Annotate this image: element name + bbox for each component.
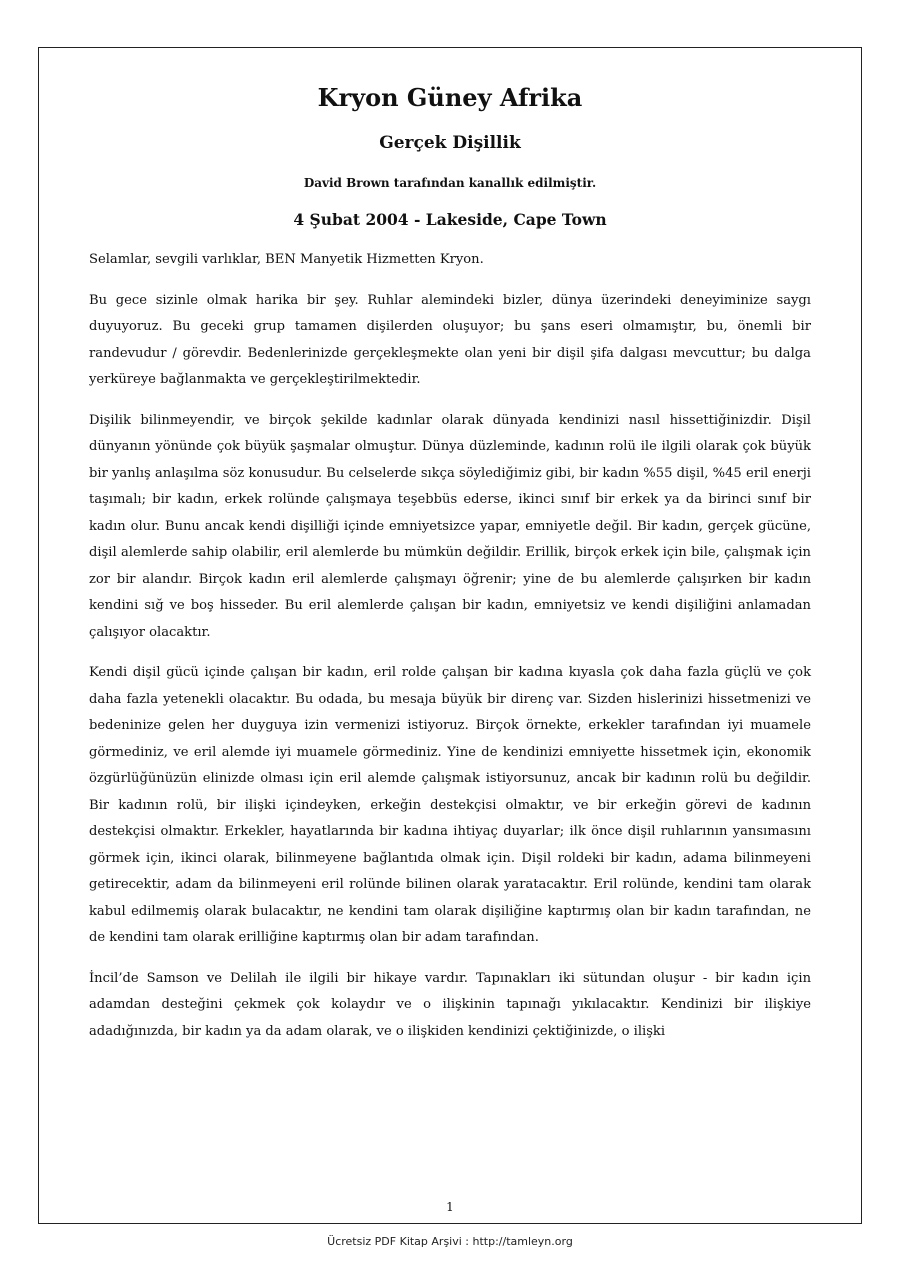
document-subtitle: Gerçek Dişillik	[379, 133, 521, 153]
document-body	[89, 80, 811, 1045]
date-location: 4 Şubat 2004 - Lakeside, Cape Town	[293, 210, 607, 229]
paragraph: Bu gece sizinle olmak harika bir şey. Ruhlar alemindeki bizler, dünya üzerindeki deneyiminize saygı duyuyoruz. Bu geceki grup tamamen dişilerden oluşuyor; bu şans eseri olmamıştır, bu, önemli bir randevudur / görevdir. Bedenlerinizde gerçekleşmekte olan yeni bir dişil şifa dalgası mevcuttur; bu dalga yerküreye bağlanmakta ve gerçekleştirilmektedir.	[89, 292, 811, 387]
footer-source-line: Ücretsiz PDF Kitap Arşivi : http://tamleyn.org	[327, 1235, 573, 1248]
channel-credit: David Brown tarafından kanallık edilmiştir.	[303, 176, 597, 190]
document-title: Kryon Güney Afrika	[317, 83, 583, 112]
paragraph: İncil’de Samson ve Delilah ile ilgili bir hikaye vardır. Tapınakları iki sütundan oluşur - bir kadın için adamdan desteğini çekmek çok kolaydır ve o ilişkinin tapınağı yıkılacaktır. Kendinizi bir ilişkiye adadığınızda, bir kadın ya da adam olarak, ve o ilişkiden kendinizi çektiğinizde, o ilişki	[89, 970, 811, 1039]
page-number: 1	[446, 1200, 454, 1214]
paragraph: Kendi dişil gücü içinde çalışan bir kadın, eril rolde çalışan bir kadına kıyasla çok daha fazla güçlü ve çok daha fazla yetenekli olacaktır. Bu odada, bu mesaja büyük bir direnç var. Sizden hislerinizi hissetmenizi ve bedeninize gelen her duyguya izin vermenizi istiyoruz. Birçok örnekte, erkekler tarafından iyi muamele görmediniz, ve eril alemde iyi muamele görmediniz. Yine de kendinizi emniyette hissetmek için, ekonomik özgürlüğünüzün elinizde olması için eril alemde çalışmak istiyorsunuz, ancak bir kadının rolü bu değildir. Bir kadının rolü, bir ilişki içindeyken, erkeğin destekçisi olmaktır, ve bir erkeğin görevi de kadının destekçisi olmaktır. Erkekler, hayatlarında bir kadına ihtiyaç duyarlar; ilk önce dişil ruhlarının yansımasını görmek için, ikinci olarak, bilinmeyene bağlantıda olmak için. Dişil roldeki bir kadın, adama bilinmeyeni getirecektir, adam da bilinmeyeni eril rolünde bilinen olarak yaratacaktır. Eril rolünde, kendini tam olarak kabul edilmemiş olarak bulacaktır, ne kendini tam olarak dişiliğine kaptırmış olan bir kadın tarafından, ne de kendini tam olarak erilliğine kaptırmış olan bir adam tarafından.	[89, 665, 811, 945]
paragraph-greeting: Selamlar, sevgili varlıklar, BEN Manyetik Hizmetten Kryon.	[89, 252, 484, 267]
paragraph: Dişilik bilinmeyendir, ve birçok şekilde kadınlar olarak dünyada kendinizi nasıl hissettiğinizdir. Dişil dünyanın yönünde çok büyük şaşmalar olmuştur. Dünya düzleminde, kadının rolü ile ilgili olarak çok büyük bir yanlış anlaşılma söz konusudur. Bu celselerde sıkça söylediğimiz gibi, bir kadın %55 dişil, %45 eril enerji taşımalı; bir kadın, erkek rolünde çalışmaya teşebbüs ederse, ikinci sınıf bir erkek ya da birinci sınıf bir kadın olur. Bunu ancak kendi dişilliği içinde emniyetsizce yapar, emniyetle değil. Bir kadın, gerçek gücüne, dişil alemlerde sahip olabilir, eril alemlerde bu mümkün değildir. Erillik, birçok erkek için bile, çalışmak için zor bir alandır. Birçok kadın eril alemlerde çalışmayı öğrenir; yine de bu alemlerde çalışırken bir kadın kendini sığ ve boş hisseder. Bu eril alemlerde çalışan bir kadın, emniyetsiz ve kendi dişiliğini anlamadan çalışıyor olacaktır.	[89, 412, 811, 640]
